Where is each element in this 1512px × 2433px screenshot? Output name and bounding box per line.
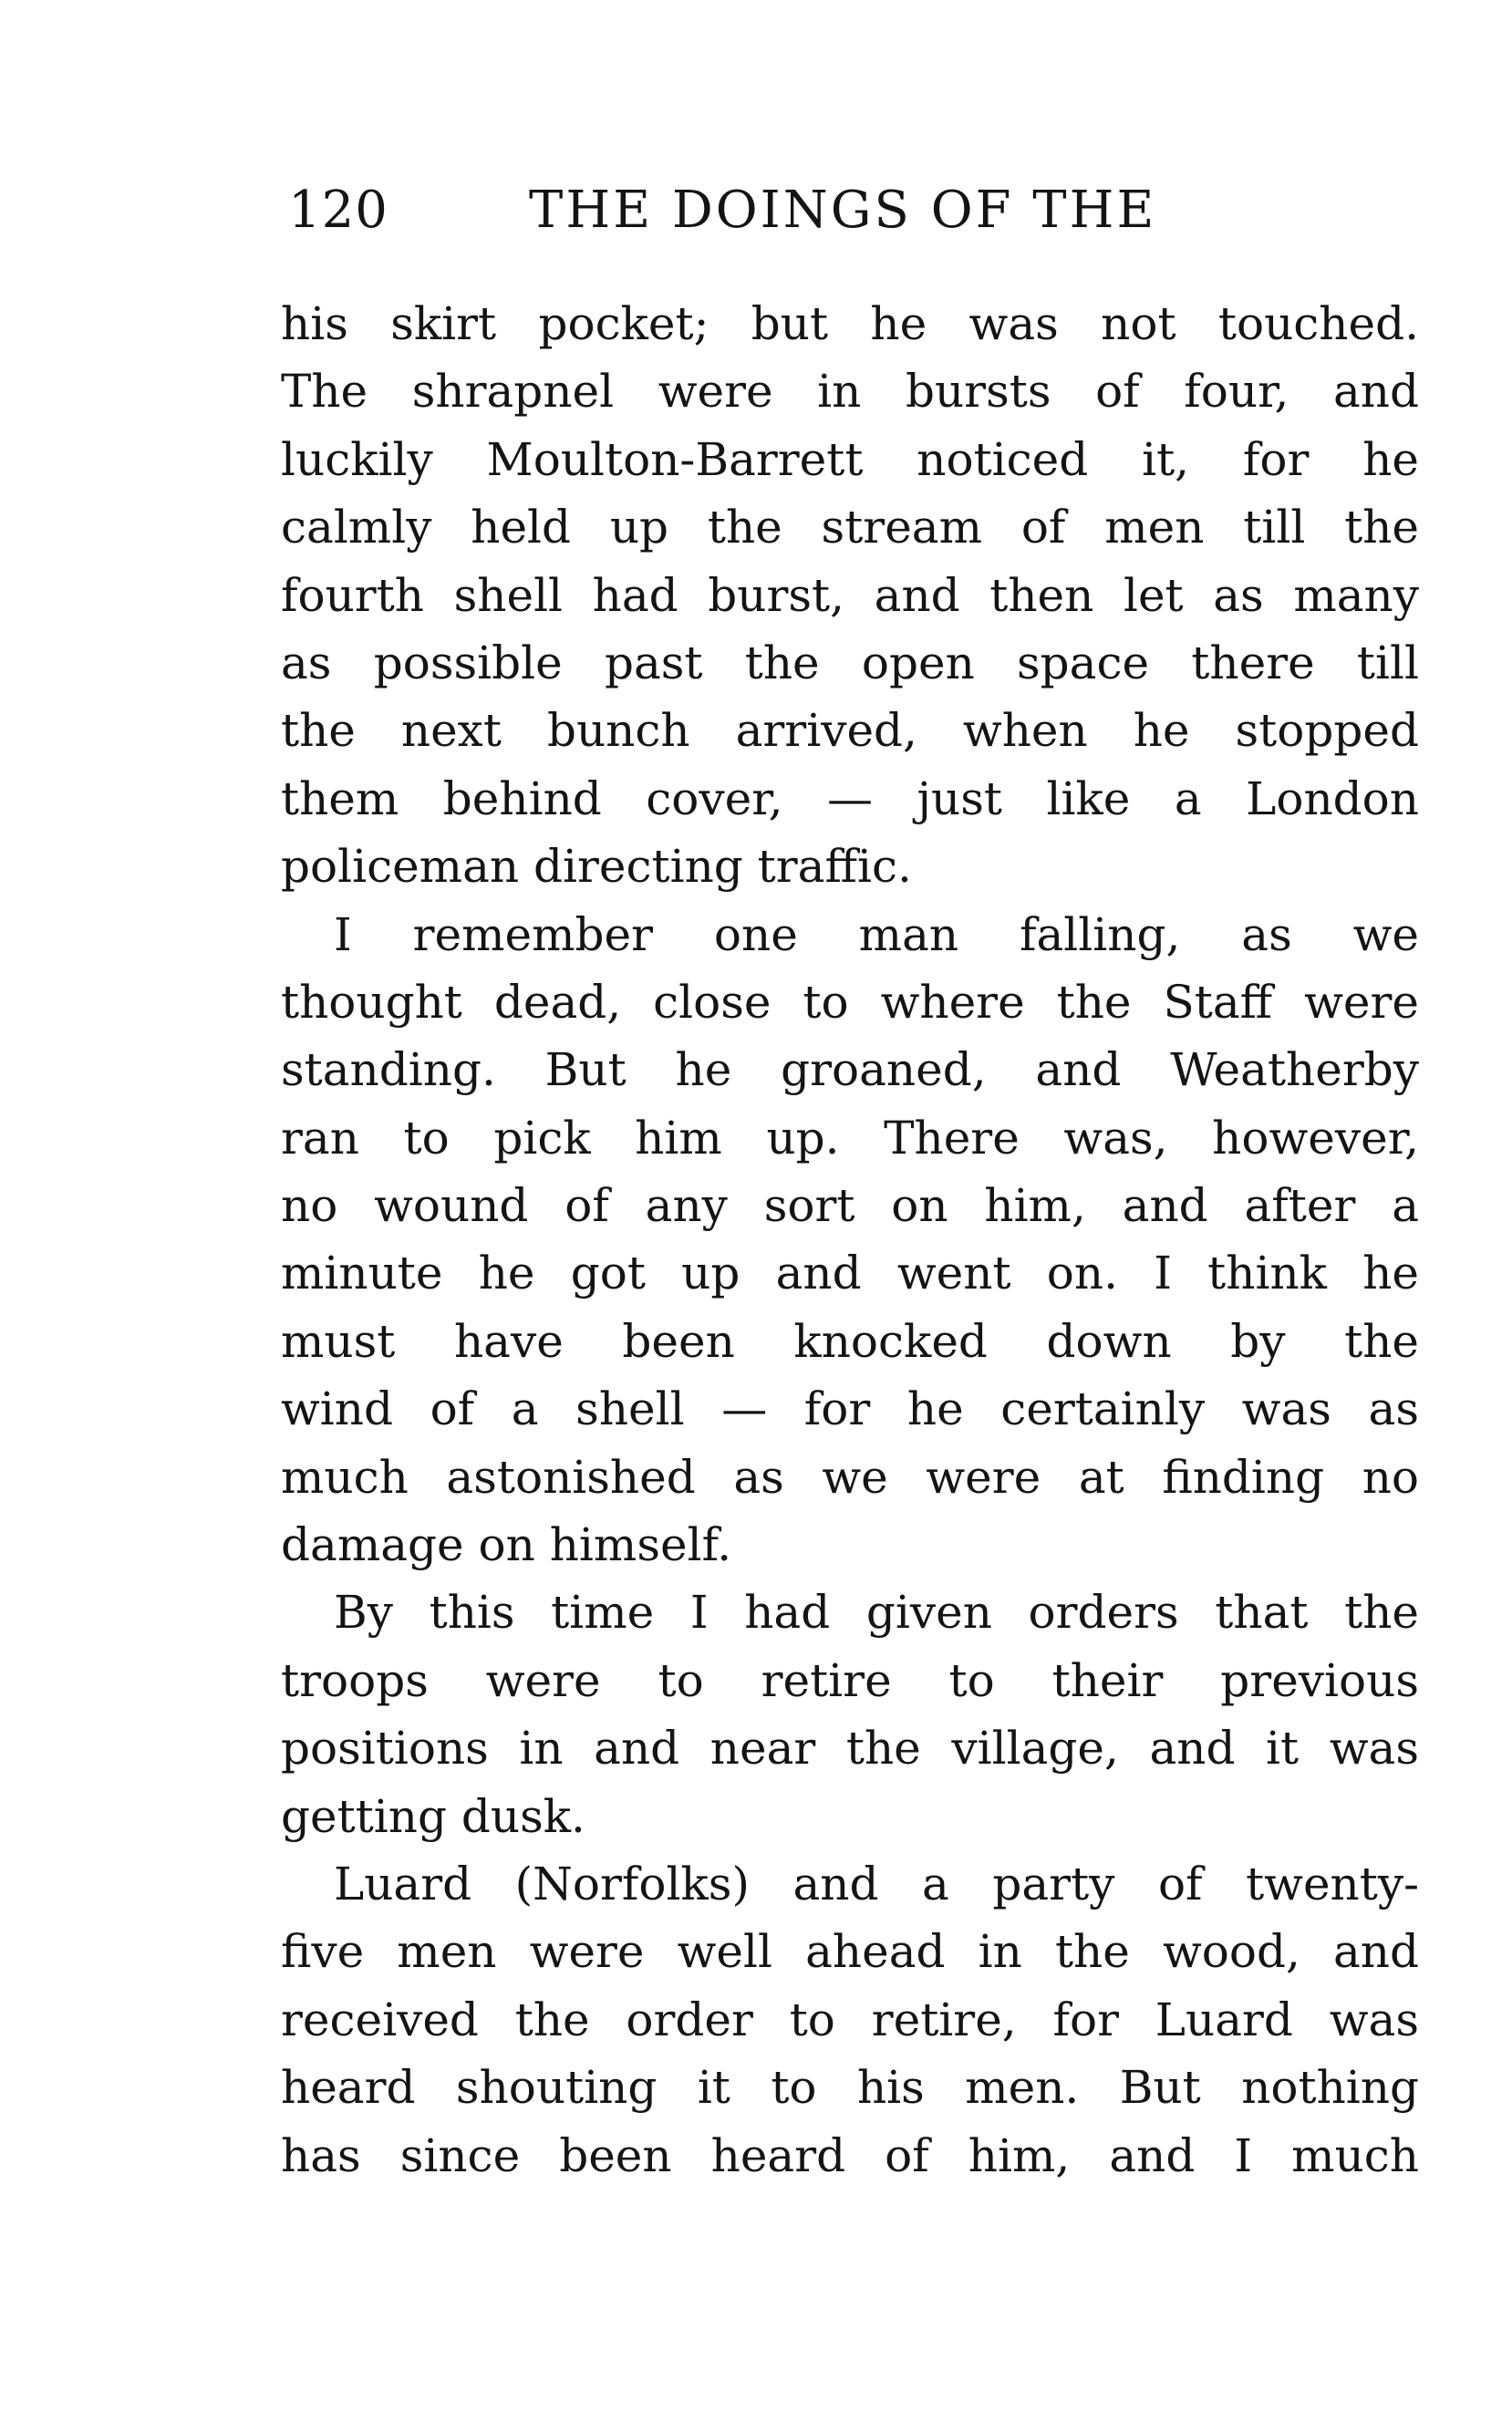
- text-line: much astonished as we were at finding no: [281, 1450, 1419, 1504]
- body-text: [281, 290, 1419, 2190]
- text-line: his skirt pocket; but he was not touched.: [281, 297, 1419, 350]
- page-number: 120: [288, 181, 388, 240]
- text-line: troops were to retire to their previous: [281, 1653, 1419, 1707]
- text-line: them behind cover, — just like a London: [281, 771, 1419, 825]
- paragraph-first-line: Luard (Norfolks) and a party of twenty-: [334, 1857, 1419, 1910]
- paragraph-first-line: I remember one man falling, as we: [334, 907, 1419, 961]
- paragraph-first-line: By this time I had given orders that the: [334, 1586, 1419, 1640]
- text-line: policeman directing traffic.: [281, 840, 912, 894]
- text-line: as possible past the open space there till: [281, 636, 1419, 689]
- text-line: standing. But he groaned, and Weatherby: [281, 1043, 1419, 1097]
- text-line: fourth shell had burst, and then let as many: [281, 568, 1419, 622]
- running-header: [288, 181, 1200, 244]
- text-line: ran to pick him up. There was, however,: [281, 1111, 1419, 1165]
- text-line: getting dusk.: [281, 1789, 585, 1843]
- running-title: THE DOINGS OF THE: [529, 181, 1157, 240]
- text-line: The shrapnel were in bursts of four, and: [281, 365, 1419, 419]
- text-line: luckily Moulton-Barrett noticed it, for he: [281, 432, 1419, 486]
- text-line: thought dead, close to where the Staff were: [281, 975, 1419, 1029]
- text-line: five men were well ahead in the wood, and: [281, 1925, 1419, 1979]
- text-line: no wound of any sort on him, and after a: [281, 1179, 1419, 1233]
- text-line: minute he got up and went on. I think he: [281, 1247, 1419, 1300]
- text-line: has since been heard of him, and I much: [281, 2128, 1419, 2182]
- text-line: must have been knocked down by the: [281, 1314, 1419, 1368]
- text-line: calmly held up the stream of men till the: [281, 501, 1419, 554]
- text-line: damage on himself.: [281, 1518, 732, 1572]
- text-line: the next bunch arrived, when he stopped: [281, 704, 1419, 758]
- text-line: received the order to retire, for Luard was: [281, 1993, 1419, 2046]
- text-line: wind of a shell — for he certainly was as: [281, 1382, 1419, 1436]
- text-line: heard shouting it to his men. But nothing: [281, 2061, 1419, 2115]
- text-line: positions in and near the village, and it was: [281, 1722, 1419, 1776]
